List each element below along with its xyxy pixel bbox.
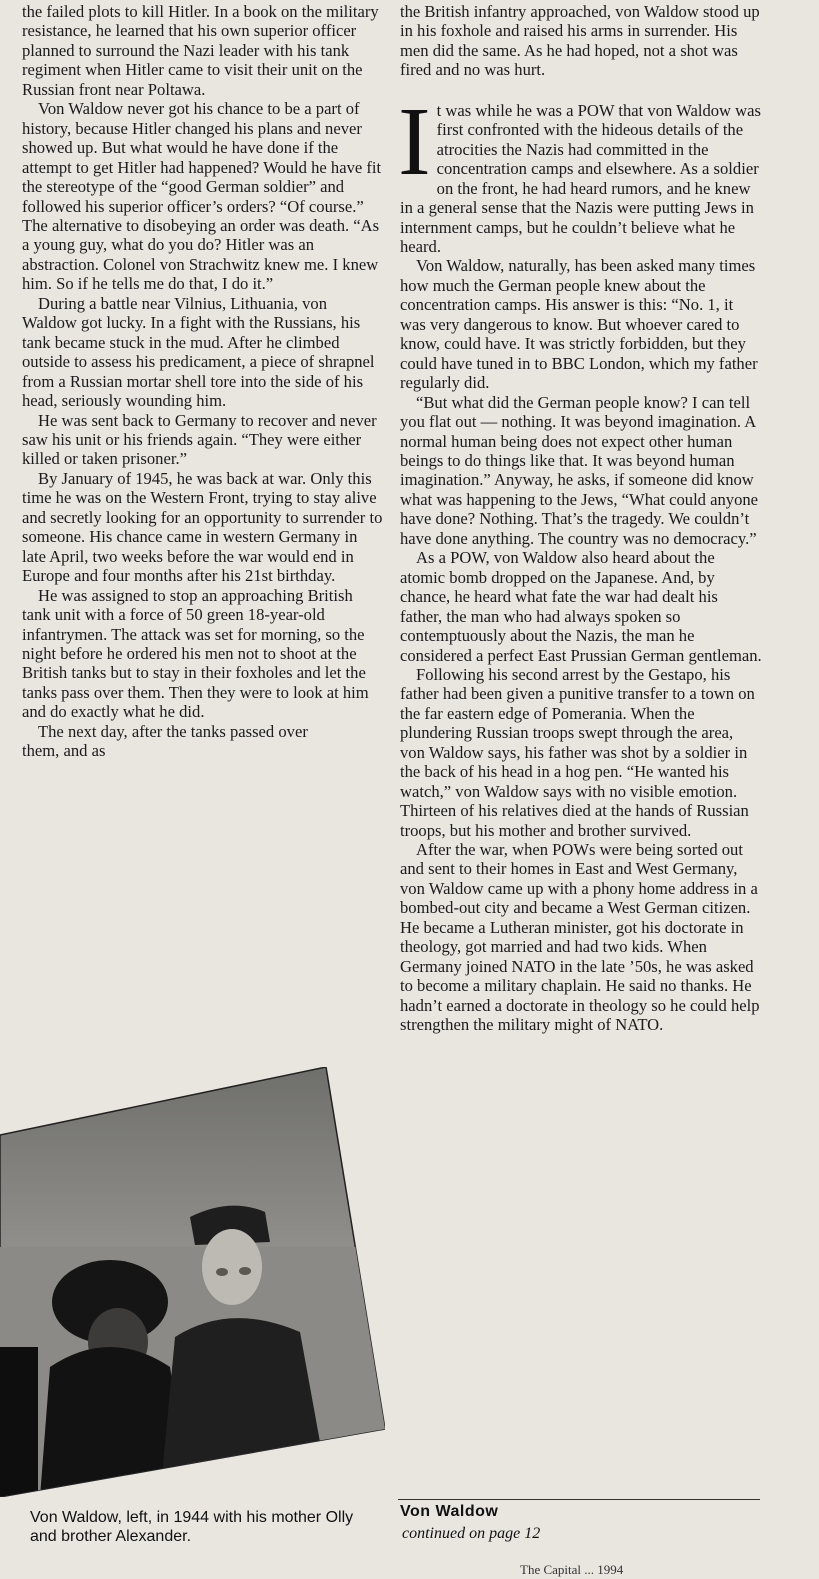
dropcap-paragraph xyxy=(398,87,762,257)
right-column xyxy=(400,2,762,1035)
paragraph: Von Waldow never got his chance to be a part of history, because Hitler changed his plans and never showed up. But what would he have done if the attempt to get Hitler had happened? Would he have fit the stereotype of the “good German soldier” and followed his superior officer’s orders? “Of course.” The alternative to disobeying an order was death. “As a young guy, what do you do? Hitler was an abstraction. Colonel von Strachwitz knew me. I knew him. So if he tells me do that, I do it.” xyxy=(22,99,382,294)
paragraph: After the war, when POWs were being sorted out and sent to their homes in East and West Germany, von Waldow came up with a phony home address in a bombed-out city and became a West German citizen. He became a Lutheran minister, got his doctorate in theology, got married and had two kids. When Germany joined NATO in the late ’50s, he was asked to become a military chaplain. He said no thanks. He hadn’t earned a doctorate in theology so he could help strengthen the military might of NATO. xyxy=(400,840,760,1035)
continued-line: continued on page 12 xyxy=(402,1525,541,1542)
family-photo xyxy=(0,1067,385,1497)
jump-kicker: Von Waldow xyxy=(400,1503,499,1520)
left-column xyxy=(22,2,384,761)
footer-cutoff: The Capital ... 1994 xyxy=(520,1562,624,1577)
paragraph: By January of 1945, he was back at war. Only this time he was on the Western Front, trying to stay alive and secretly looking for an opportunity to surrender to someone. His chance came in western Germany in late April, two weeks before the war would end in Europe and four months after his 21st birthday. xyxy=(22,468,383,586)
paragraph: the failed plots to kill Hitler. In a book on the military resistance, he learned that his own superior officer planned to surround the Nazi leader with his tank regiment when Hitler came to visit their unit on the Russian front near Poltawa. xyxy=(22,2,379,99)
paragraph: Following his second arrest by the Gestapo, his father had been given a punitive transfer to a town on the far eastern edge of Pomerania. When the plundering Russian troops swept through the area, von Waldow says, his father was shot by a soldier in the back of his head in a hog pen. “He wanted his watch,” von Waldow says with no visible emotion. Thirteen of his relatives died at the hands of Russian troops, but his mother and brother survived. xyxy=(400,664,755,840)
paragraph: “But what did the German people know? I can tell you flat out — nothing. It was beyond imagination. A normal human being does not expect other human beings to do things like that. It was beyond human imagination.” Anyway, he asks, if someone did know what was happening to the Jews, “What could anyone have done? Nothing. That’s the tragedy. We couldn’t have done anything. The country was no democracy.” xyxy=(400,392,759,548)
paragraph: the British infantry approached, von Waldow stood up in his foxhole and raised his arms in surrender. His men did the same. As he had hoped, not a shot was fired and no was hurt. xyxy=(400,2,760,80)
paragraph: Von Waldow, naturally, has been asked many times how much the German people knew about the concentration camps. His answer is this: “No. 1, it was very dangerous to know. But whoever cared to know, could have. It was strictly forbidden, but they could have tuned in to BBC London, which my father regularly did. xyxy=(400,256,758,393)
dropcap: I xyxy=(398,87,431,196)
paragraph: He was sent back to Germany to recover and never saw his unit or his friends again. “They were either killed or taken prisoner.” xyxy=(22,410,377,469)
paragraph: As a POW, von Waldow also heard about the atomic bomb dropped on the Japanese. And, by chance, he heard what fate the war had dealt his father, the man who had always spoken so contemptuously about the Nazis, the man he considered a perfect East Prussian German gentleman. xyxy=(400,548,762,665)
paragraph: He was assigned to stop an approaching British tank unit with a force of 50 green 18-year-old infantrymen. The attack was set for morning, so the night before he ordered his men not to shoot at the British tanks but to stay in their foxholes and let the tanks pass over them. Then they were to look at him and do exactly what he did. xyxy=(22,585,369,722)
paragraph: During a battle near Vilnius, Lithuania, von Waldow got lucky. In a fight with the Russians, his tank became stuck in the mud. After he climbed outside to assess his predicament, a piece of shrapnel from a Russian mortar shell tore into the side of his head, seriously wounding him. xyxy=(22,293,375,411)
divider xyxy=(398,1499,760,1500)
photo-caption: Von Waldow, left, in 1944 with his mother Olly and brother Alexander. xyxy=(30,1509,354,1545)
paragraph: The next day, after the tanks passed over them, and as xyxy=(22,721,308,761)
dropcap-paragraph-text: t was while he was a POW that von Waldow was first confronted with the hideous details of the atrocities the Nazis had committed in the concentration camps and elsewhere. As a soldier on the front, he had heard rumors, and he knew in a general sense that the Nazis were putting Jews in internment camps, but he couldn’t believe what he heard. xyxy=(400,100,761,256)
